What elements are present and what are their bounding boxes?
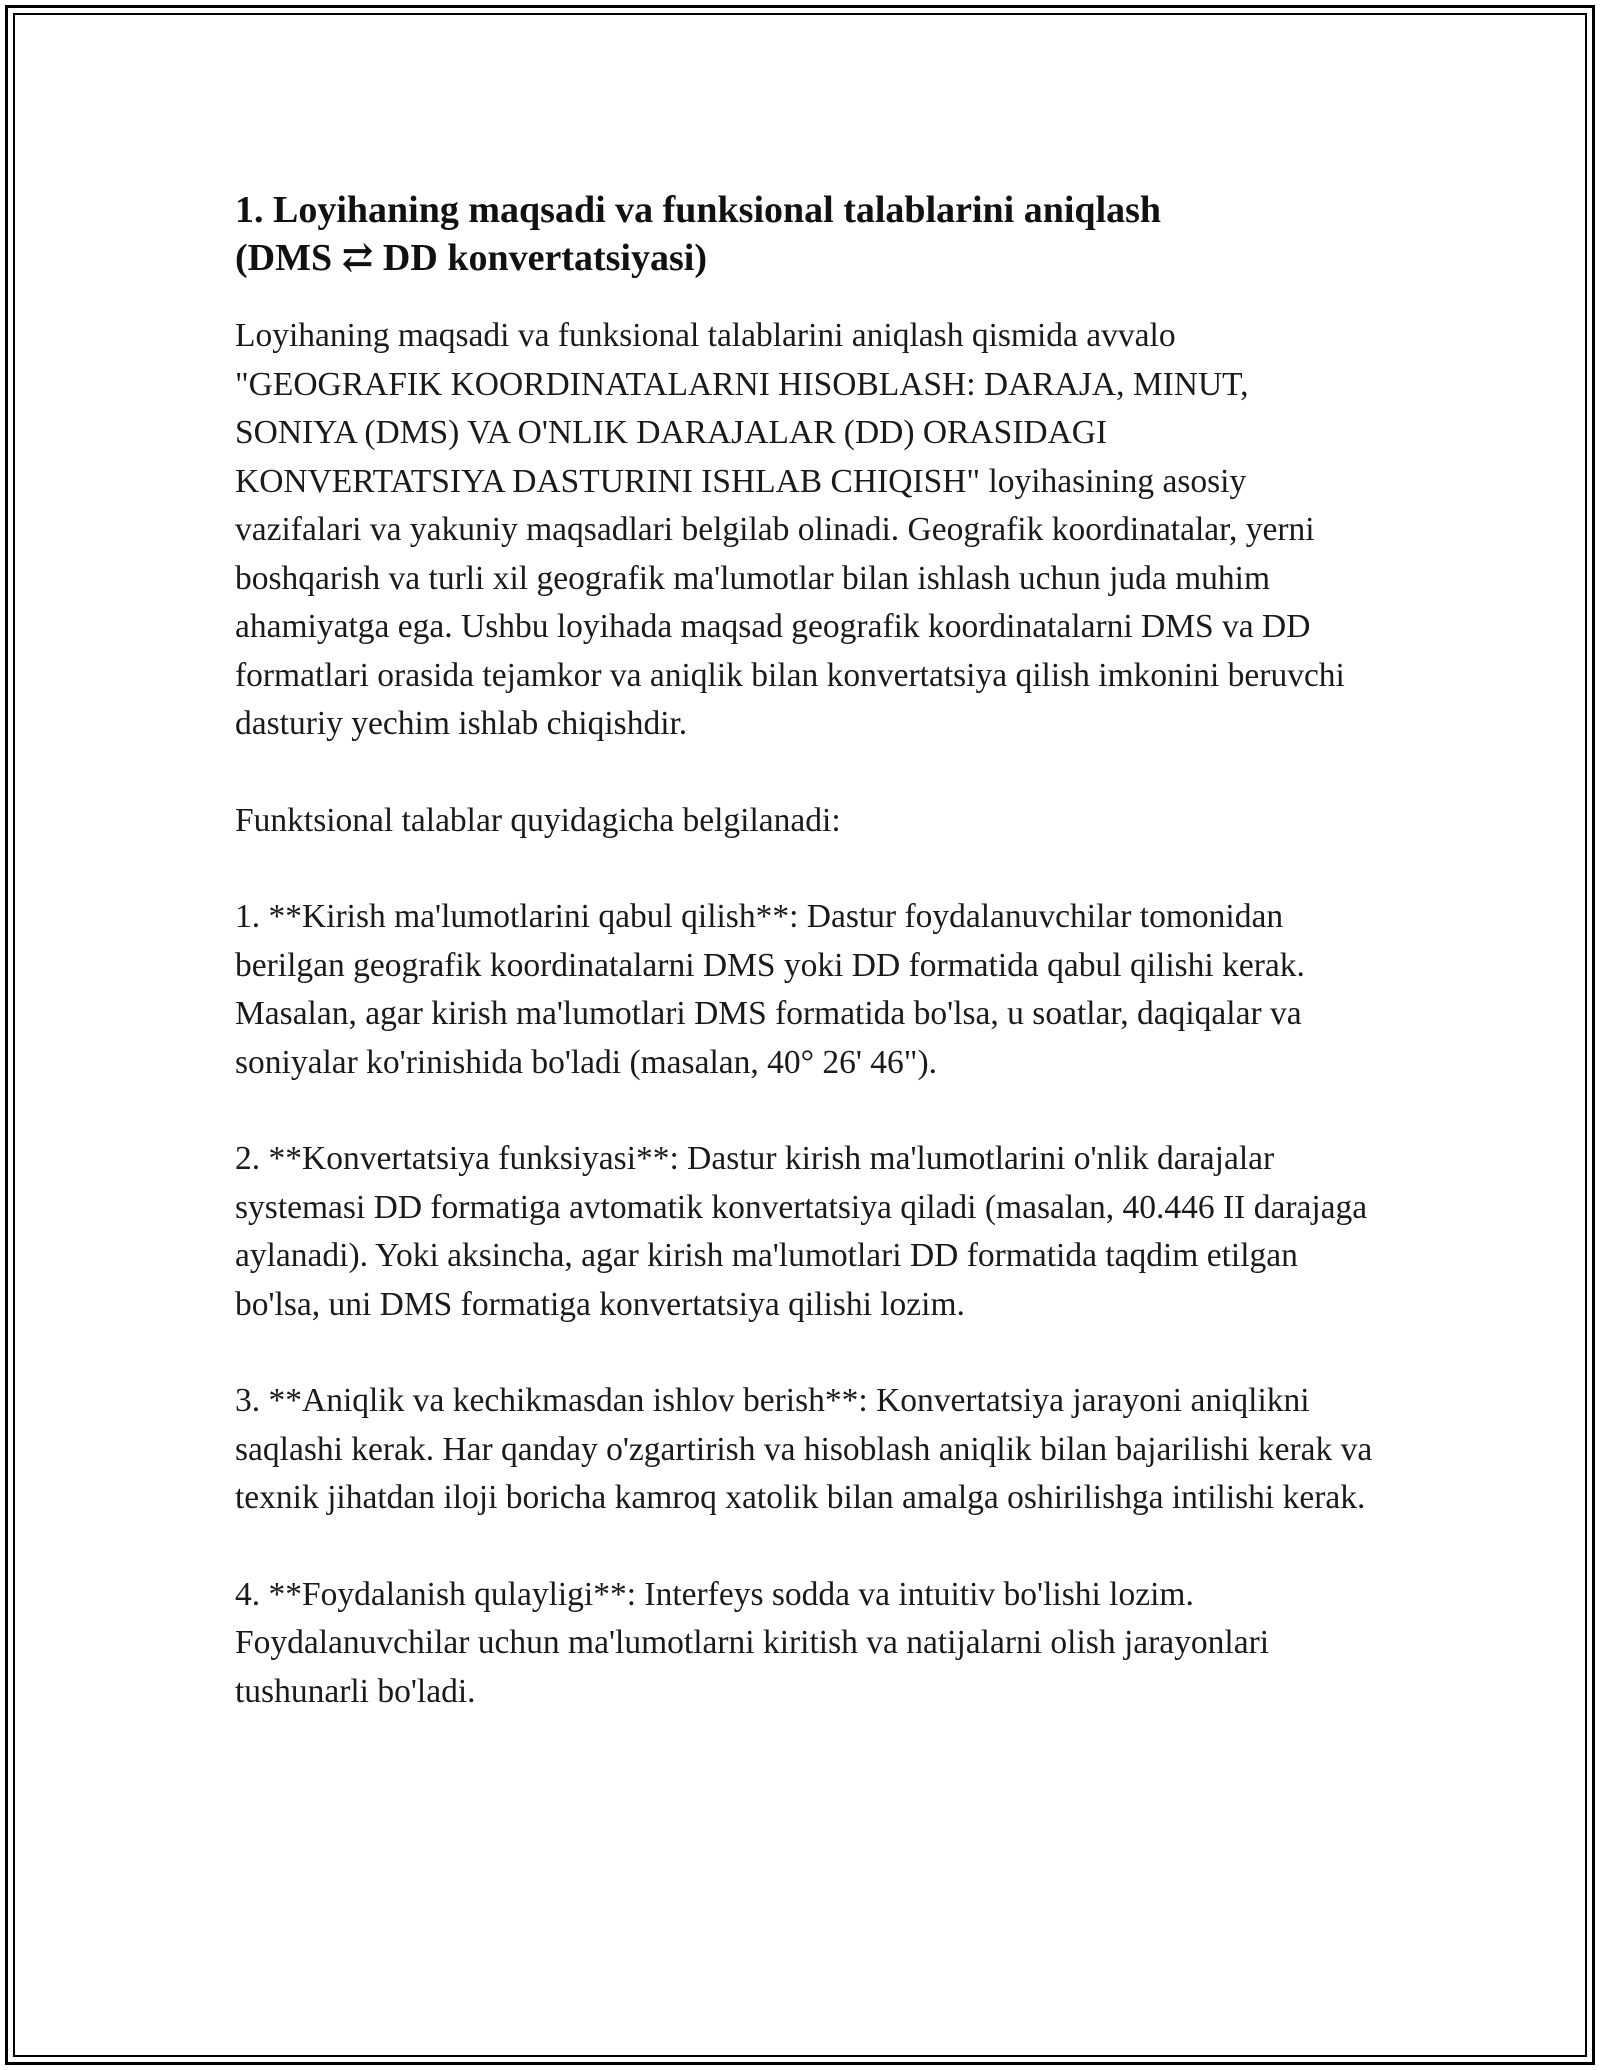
requirement-item-3: 3. **Aniqlik va kechikmasdan ishlov berish**: Konvertatsiya jarayoni aniqlikni saqlashi kerak. Har qanday o'zgartirish va hisoblash aniqlik bilan bajarilishi kerak va texnik jihatdan iloji boricha kamroq xatolik bilan amalga oshirilishga intilishi kerak. [235, 1382, 1373, 1516]
requirement-item-4: 4. **Foydalanish qulayligi**: Interfeys sodda va intuitiv bo'lishi lozim. Foydalanuvchilar uchun ma'lumotlarni kiritish va natijalarni olish jarayonlari tushunarli bo'ladi. [235, 1575, 1270, 1710]
requirements-intro: Funktsional talablar quyidagicha belgilanadi: [235, 801, 841, 839]
document-title [235, 186, 1375, 282]
title-line-1: 1. Loyihaning maqsadi va funksional talablarini aniqlash [235, 189, 1162, 231]
intro-paragraph: Loyihaning maqsadi va funksional talablarini aniqlash qismida avvalo "GEOGRAFIK KOORDINATALARNI HISOBLASH: DARAJA, MINUT, SONIYA (DMS) VA O'NLIK DARAJALAR (DD) ORASIDAGI KONVERTATSIYA DASTURINI ISHLAB CHIQISH" loyihasining asosiy vazifalari va yakuniy maqsadlari belgilab olinadi. Geografik koordinatalar, yerni boshqarish va turli xil geografik ma'lumotlar bilan ishlash uchun juda muhim ahamiyatga ega. Ushbu loyihada maqsad geografik koordinatalarni DMS va DD formatlari orasida tejamkor va aniqlik bilan konvertatsiya qilish imkonini beruvchi dasturiy yechim ishlab chiqishdir. [235, 317, 1345, 742]
title-line-2: (DMS ⇄ DD konvertatsiyasi) [235, 237, 707, 279]
requirement-item-1: 1. **Kirish ma'lumotlarini qabul qilish**: Dastur foydalanuvchilar tomonidan berilgan geografik koordinatalarni DMS yoki DD formatida qabul qilishi kerak. Masalan, agar kirish ma'lumotlari DMS formatida bo'lsa, u soatlar, daqiqalar va soniyalar ko'rinishida bo'ladi (masalan, 40° 26' 46"). [235, 898, 1305, 1081]
requirement-item-2: 2. **Konvertatsiya funksiyasi**: Dastur kirish ma'lumotlarini o'nlik darajalar systemasi DD formatiga avtomatik konvertatsiya qiladi (masalan, 40.446 II darajaga aylanadi). Yoki aksincha, agar kirish ma'lumotlari DD formatida taqdim etilgan bo'lsa, uni DMS formatiga konvertatsiya qilishi lozim. [235, 1140, 1368, 1323]
document-body [235, 186, 1375, 1764]
